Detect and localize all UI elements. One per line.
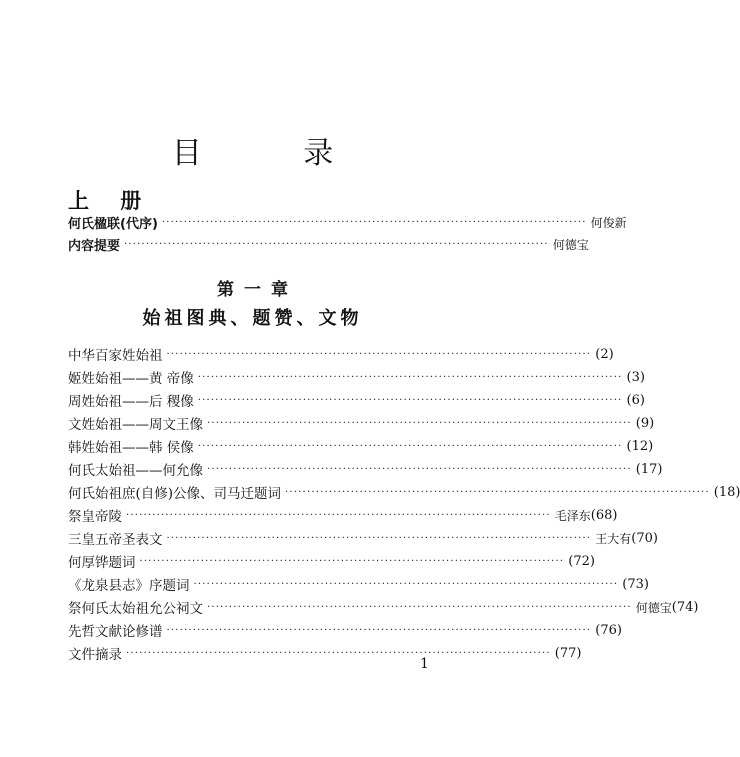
chapter-heading: 第一章 (217, 280, 298, 300)
entry-page: (17) (635, 461, 663, 477)
entry-title: 何氏始祖庶(自修)公像、司马迁题词 (68, 486, 282, 502)
toc-row (68, 642, 582, 664)
entry-title: 周姓始祖——后 稷像 (68, 394, 194, 410)
dot-leader: ································································································· (207, 417, 632, 429)
toc-row (68, 550, 595, 572)
dot-leader: ································································································· (126, 647, 551, 659)
toc-row (68, 366, 645, 388)
toc-row (68, 343, 614, 365)
entry-page: (70) (631, 530, 658, 546)
chapter-subtitle: 始祖图典、题赞、文物 (142, 308, 363, 329)
page-title: 目 录 (171, 136, 380, 171)
dot-leader: ································································································· (207, 601, 632, 613)
dot-leader: ································································································· (197, 394, 623, 406)
dot-leader: ································································································· (197, 371, 623, 383)
toc-row (68, 389, 645, 411)
entry-title: 姬姓始祖——黄 帝像 (68, 371, 194, 387)
toc-row (68, 435, 654, 457)
entry-title: 祭皇帝陵 (68, 509, 122, 525)
toc-row (68, 527, 658, 549)
entry-title: 内容提要 (68, 238, 121, 254)
toc-row (68, 412, 655, 434)
toc-row (68, 619, 622, 641)
entry-title: 中华百家姓始祖 (68, 348, 163, 364)
entry-author: 王大有 (595, 531, 632, 546)
volume-label: 上 册 (68, 189, 154, 213)
entry-title: 何厚铧题词 (68, 555, 136, 571)
entry-title: 祭何氏太始祖允公祠文 (68, 601, 203, 617)
dot-leader: ································································································· (193, 578, 619, 590)
toc-row (68, 573, 649, 595)
dot-leader: ································································································· (124, 238, 549, 250)
entry-title: 何氏太始祖——何允像 (68, 463, 203, 479)
entry-page: (18) (713, 484, 740, 500)
entry-page: (73) (622, 576, 649, 592)
entry-page: (2) (595, 346, 614, 362)
dot-leader: ································································································· (285, 486, 710, 498)
entry-author: 何德宝 (635, 600, 672, 615)
front-matter-row (68, 233, 589, 255)
dot-leader: ································································································· (126, 509, 551, 521)
entry-author: 毛泽东 (554, 508, 591, 523)
page-number: 1 (420, 656, 429, 672)
dot-leader: ································································································· (161, 216, 587, 228)
toc-row (68, 504, 618, 526)
entry-author: 何俊新 (590, 215, 627, 230)
entry-page: (9) (635, 415, 655, 431)
entry-title: 文件摘录 (68, 647, 122, 663)
entry-author: 何德宝 (552, 237, 589, 252)
dot-leader: ································································································· (166, 624, 592, 636)
dot-leader: ································································································· (166, 532, 592, 544)
front-matter-row (68, 211, 627, 233)
entry-title: 先哲文献论修谱 (68, 624, 163, 640)
toc-row (68, 481, 740, 503)
dot-leader: ································································································· (197, 440, 623, 452)
entry-page: (3) (626, 369, 645, 385)
entry-page: (6) (626, 392, 645, 408)
entry-title: 何氏楹联(代序) (68, 216, 158, 232)
entry-title: 《龙泉县志》序题词 (68, 578, 190, 594)
entry-page: (68) (590, 507, 618, 523)
toc-row (68, 458, 663, 480)
dot-leader: ································································································· (139, 555, 565, 567)
entry-page: (12) (626, 438, 654, 454)
entry-page: (77) (554, 645, 582, 661)
entry-title: 文姓始祖——周文王像 (68, 417, 203, 433)
entry-page: (76) (595, 622, 622, 638)
dot-leader: ································································································· (166, 348, 592, 360)
entry-page: (74) (671, 599, 699, 615)
entry-title: 三皇五帝圣表文 (68, 532, 163, 548)
dot-leader: ································································································· (207, 463, 632, 475)
entry-title: 韩姓始祖——韩 侯像 (68, 440, 194, 456)
entry-page: (72) (568, 553, 595, 569)
toc-row (68, 596, 699, 618)
